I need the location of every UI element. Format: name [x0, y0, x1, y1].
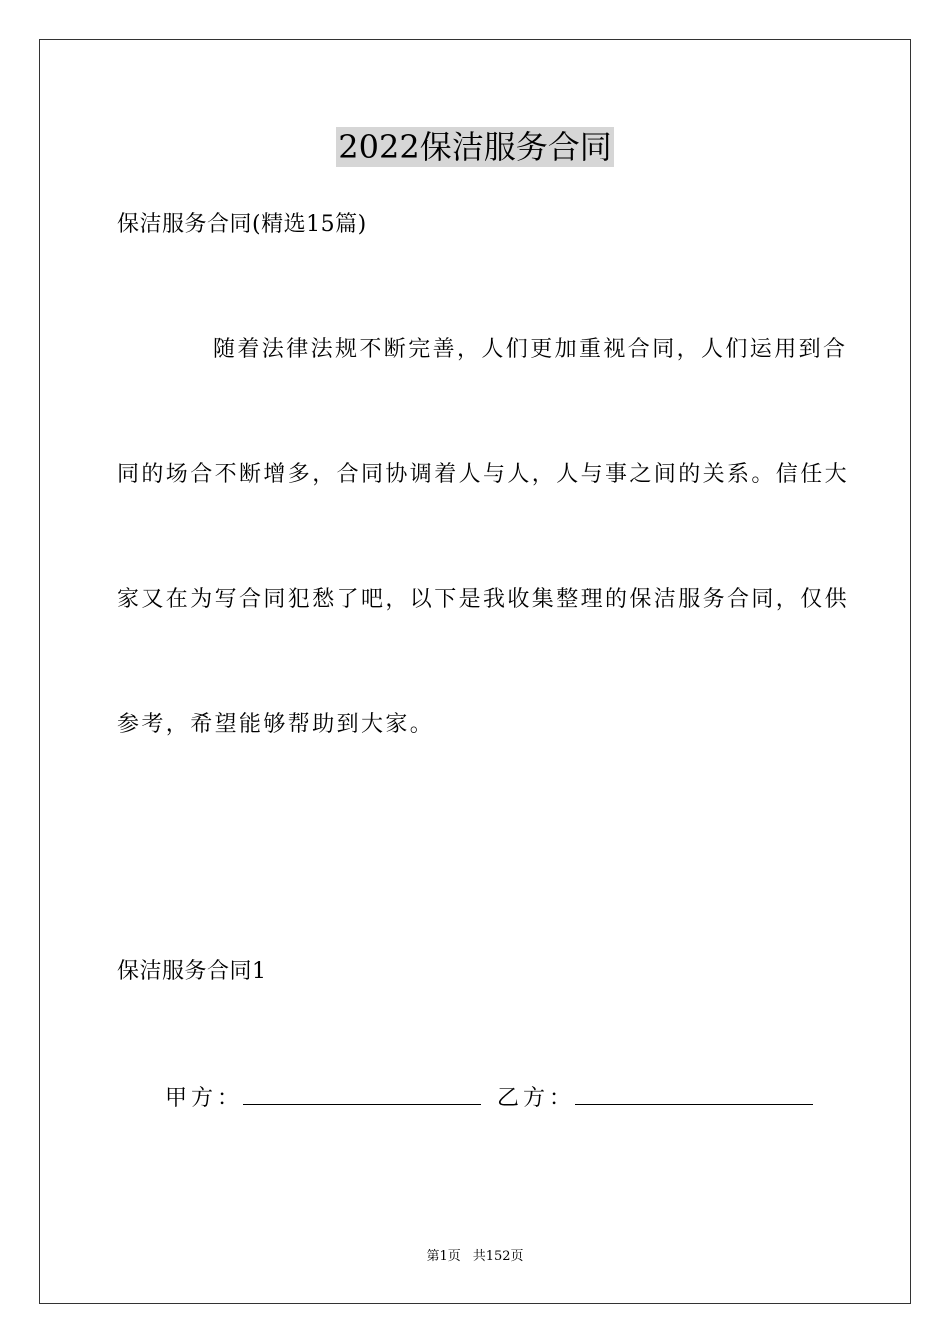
page-footer — [0, 1248, 950, 1266]
page-number-total: 共152页 — [472, 1249, 524, 1264]
party-row — [165, 1082, 813, 1114]
document-title: 2022保洁服务合同 — [338, 128, 612, 166]
section-heading: 保洁服务合同1 — [117, 959, 267, 984]
intro-line-4: 参考，希望能够帮助到大家。 — [117, 712, 435, 737]
title-container — [0, 127, 950, 167]
party-b-blank-field — [575, 1082, 813, 1105]
intro-line-2: 同的场合不断增多，合同协调着人与人，人与事之间的关系。信任大 — [117, 462, 850, 487]
intro-line-1: 随着法律法规不断完善，人们更加重视合同，人们运用到合 — [213, 337, 848, 362]
intro-line-3: 家又在为写合同犯愁了吧，以下是我收集整理的保洁服务合同，仅供 — [117, 587, 850, 612]
document-subtitle: 保洁服务合同(精选15篇) — [117, 212, 367, 237]
party-b-label: 乙方： — [497, 1086, 576, 1111]
page-number-current: 第1页 — [426, 1249, 461, 1264]
party-a-blank-field — [243, 1082, 481, 1105]
party-a-label: 甲方： — [165, 1086, 244, 1111]
